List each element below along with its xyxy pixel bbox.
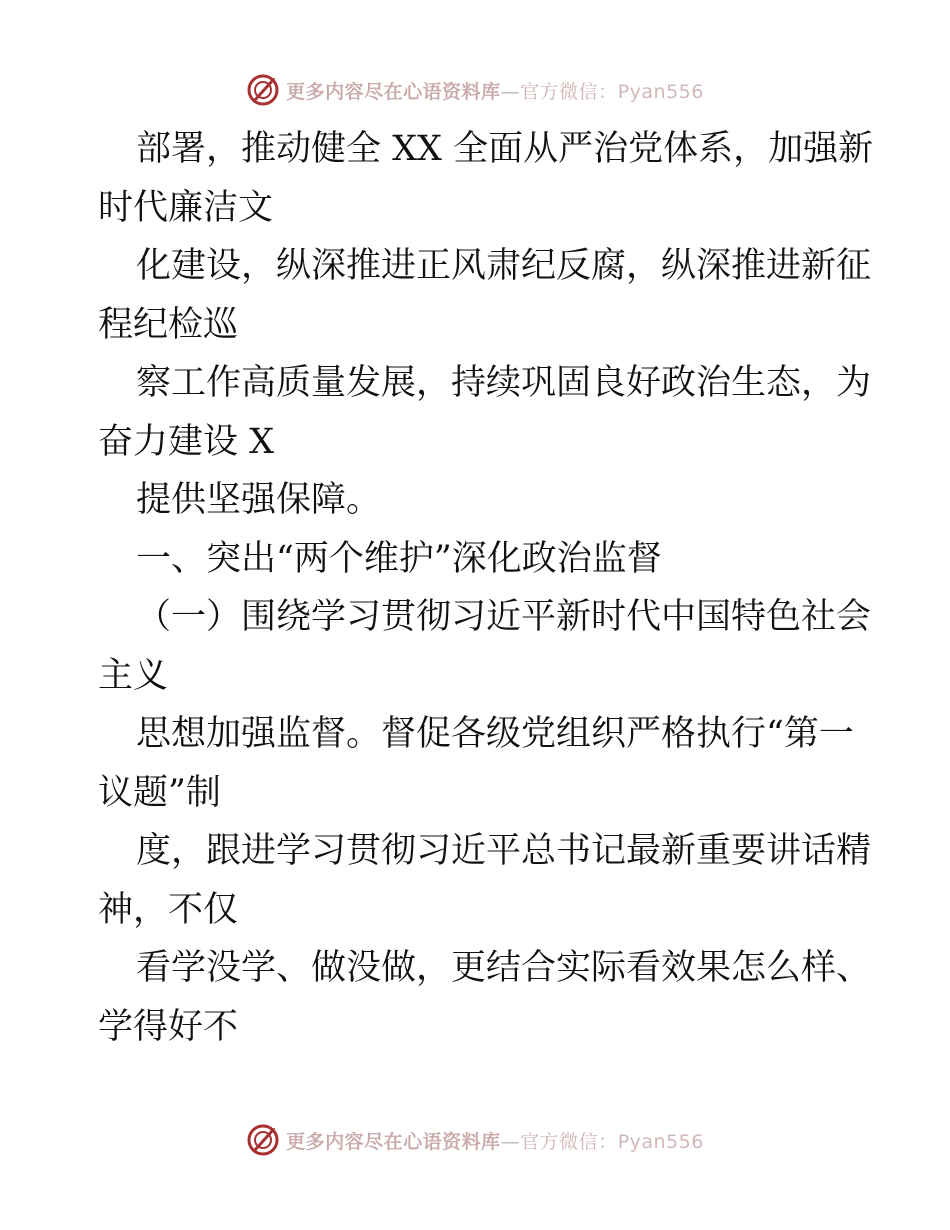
watermark-separator: — bbox=[500, 1130, 521, 1153]
text-line: 奋力建设 X bbox=[98, 421, 275, 462]
text-line: 思想加强监督。督促各级党组织严格执行“第一 bbox=[136, 714, 854, 754]
text-line: 部署，推动健全 XX 全面从严治党体系，加强新 bbox=[136, 129, 874, 169]
watermark-contact-label: 官方微信： bbox=[520, 80, 618, 103]
text-line: 学得好不 bbox=[98, 1006, 239, 1047]
text-line: 度，跟进学习贯彻习近平总书记最新重要讲话精 bbox=[136, 831, 872, 871]
seal-logo-icon bbox=[246, 1123, 280, 1157]
watermark-main-text: 更多内容尽在心语资料库 bbox=[286, 1130, 501, 1153]
text-line: 提供坚强保障。 bbox=[136, 480, 382, 520]
watermark-separator: — bbox=[500, 80, 521, 103]
footer-watermark bbox=[0, 1122, 950, 1158]
text-line: 看学没学、做没做，更结合实际看效果怎么样、 bbox=[136, 948, 872, 988]
section-heading: 一、突出“两个维护”深化政治监督 bbox=[136, 538, 662, 579]
watermark-contact-id: Pyan556 bbox=[617, 80, 704, 103]
seal-logo-icon bbox=[246, 73, 280, 107]
text-line: 程纪检巡 bbox=[98, 304, 239, 345]
document-body bbox=[98, 120, 874, 1056]
text-line: 察工作高质量发展，持续巩固良好政治生态，为 bbox=[136, 363, 872, 403]
subsection-heading: （一）围绕学习贯彻习近平新时代中国特色社会 bbox=[136, 597, 872, 637]
header-watermark bbox=[0, 72, 950, 108]
watermark-contact-label: 官方微信： bbox=[520, 1130, 618, 1153]
text-line: 化建设，纵深推进正风肃纪反腐，纵深推进新征 bbox=[136, 246, 872, 286]
watermark-contact-id: Pyan556 bbox=[617, 1130, 704, 1153]
text-line: 时代廉洁文 bbox=[98, 187, 274, 228]
text-line: 主义 bbox=[98, 655, 169, 696]
text-line: 神，不仅 bbox=[98, 889, 239, 930]
watermark-main-text: 更多内容尽在心语资料库 bbox=[286, 80, 501, 103]
text-line: 议题”制 bbox=[98, 772, 221, 813]
